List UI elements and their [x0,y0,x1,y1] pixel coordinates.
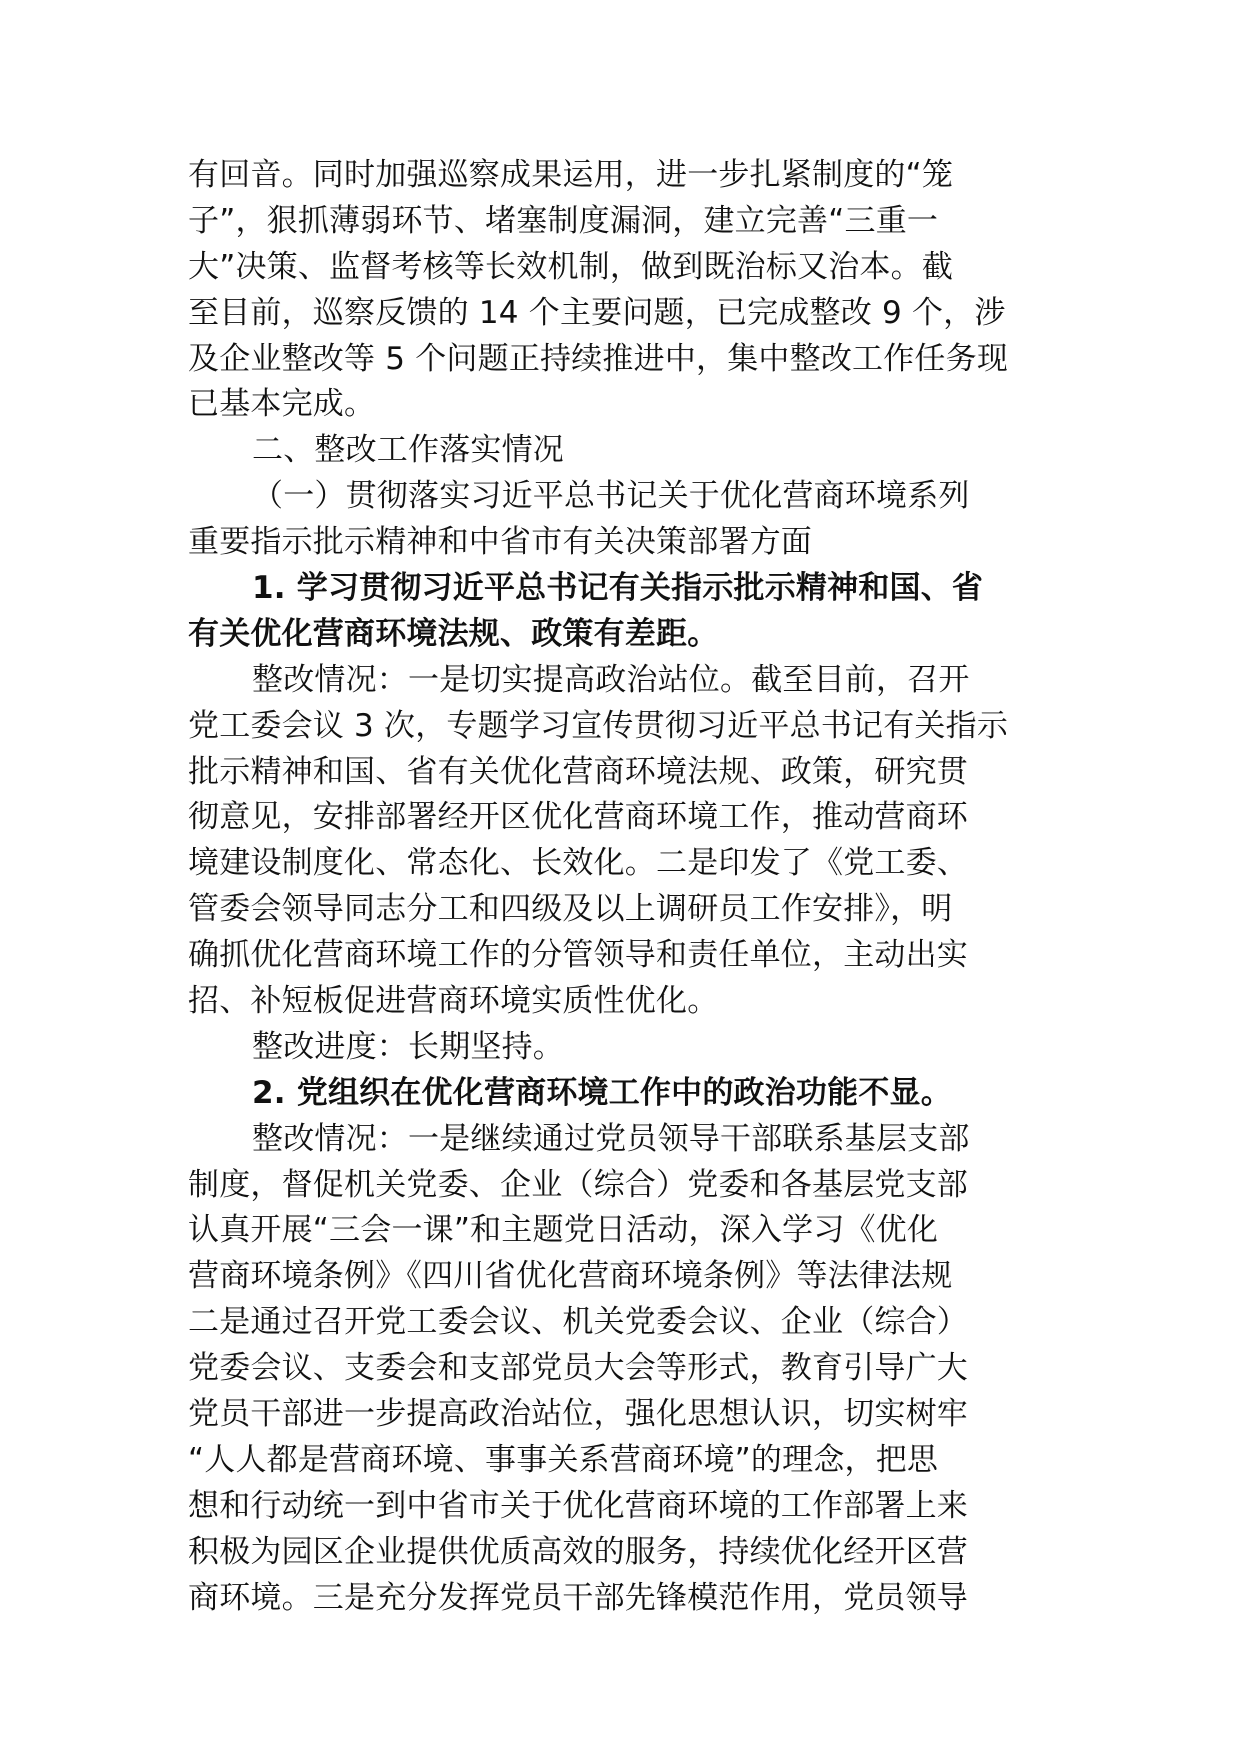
text-line: 整改情况：一是继续通过党员领导干部联系基层支部 [252,1120,970,1157]
text-line: 认真开展“三会一课”和主题党日活动，深入学习《优化 [188,1212,939,1249]
text-line: “人人都是营商环境、事事关系营商环境”的理念，把思 [188,1441,939,1478]
text-line: 确抓优化营商环境工作的分管领导和责任单位，主动出实 [188,937,968,974]
text-line: 二是通过召开党工委会议、机关党委会议、企业（综合） [188,1304,968,1341]
text-line: 党员干部进一步提高政治站位，强化思想认识，切实树牢 [188,1396,968,1433]
text-line: 想和行动统一到中省市关于优化营商环境的工作部署上来 [188,1487,968,1524]
text-line: 彻意见，安排部署经开区优化营商环境工作，推动营商环 [188,799,968,836]
document-body [188,153,1056,1622]
text-line: 子”，狠抓薄弱环节、堵塞制度漏洞，建立完善“三重一 [188,202,939,239]
section-heading-line: 有关优化营商环境法规、政策有差距。 [188,615,719,652]
text-line: 境建设制度化、常态化、长效化。二是印发了《党工委、 [188,845,968,882]
text-line: 已基本完成。 [188,386,376,423]
text-line: 整改进度：长期坚持。 [252,1028,564,1065]
text-line: 积极为园区企业提供优质高效的服务，持续优化经开区营 [188,1533,968,1570]
text-line: 批示精神和国、省有关优化营商环境法规、政策，研究贯 [188,753,968,790]
text-line: 党委会议、支委会和支部党员大会等形式，教育引导广大 [188,1350,968,1387]
text-line: 重要指示批示精神和中省市有关决策部署方面 [188,524,812,561]
section-heading-line: 1. 学习贯彻习近平总书记有关指示批示精神和国、省 [252,570,984,607]
text-line: 整改情况：一是切实提高政治站位。截至目前，召开 [252,661,970,698]
text-line: 管委会领导同志分工和四级及以上调研员工作安排》，明 [188,891,953,928]
section-heading-line: 2. 党组织在优化营商环境工作中的政治功能不显。 [252,1074,952,1111]
text-line: 制度，督促机关党委、企业（综合）党委和各基层党支部 [188,1166,968,1203]
text-line: 大”决策、监督考核等长效机制，做到既治标又治本。截 [188,248,954,285]
text-line: 有回音。同时加强巡察成果运用，进一步扎紧制度的“笼 [188,157,954,193]
text-line: （一）贯彻落实习近平总书记关于优化营商环境系列 [252,478,970,515]
text-line: 党工委会议 3 次，专题学习宣传贯彻习近平总书记有关指示 [188,707,1009,744]
text-line: 招、补短板促进营商环境实质性优化。 [188,983,719,1020]
text-line: 二、整改工作落实情况 [252,432,564,469]
text-line: 营商环境条例》《四川省优化营商环境条例》等法律法规 [188,1258,953,1295]
text-line: 至目前，巡察反馈的 14 个主要问题，已完成整改 9 个，涉 [188,294,1006,331]
text-line: 及企业整改等 5 个问题正持续推进中，集中整改工作任务现 [188,340,1009,377]
text-line: 商环境。三是充分发挥党员干部先锋模范作用，党员领导 [188,1579,968,1616]
